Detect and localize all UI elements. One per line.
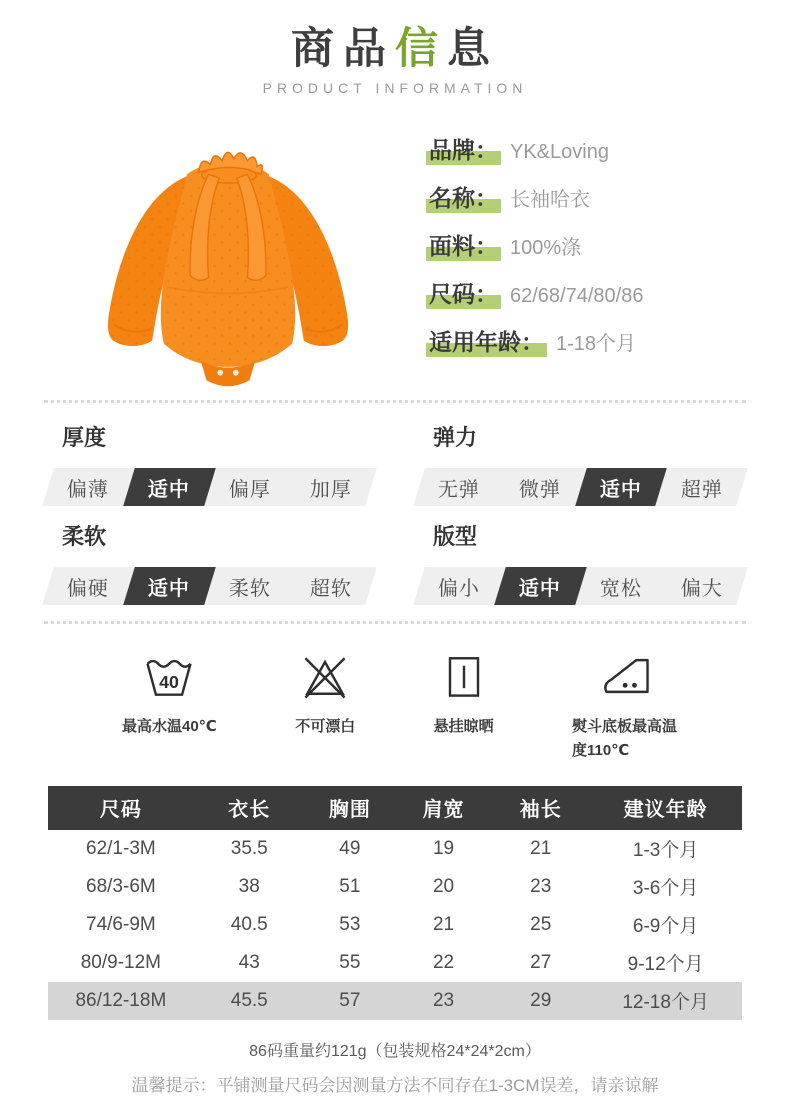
hang-dry-icon <box>435 646 493 704</box>
size-table-row-highlighted <box>48 982 742 1020</box>
size-table-row <box>48 868 742 906</box>
attribute-option <box>204 468 296 506</box>
attribute-title: 柔软 <box>62 524 107 550</box>
wash-max-40-icon <box>140 646 198 704</box>
size-table-cell: 62/1-3M <box>86 837 156 859</box>
size-table-body <box>48 830 742 1020</box>
detail-label: 名称： <box>426 180 501 213</box>
size-table-row <box>48 944 742 982</box>
size-table-cell: 1-3个月 <box>632 840 699 862</box>
product-details <box>398 114 752 384</box>
size-table-cell: 22 <box>432 951 455 973</box>
page-title-text: 息 <box>447 25 499 73</box>
size-table-cell: 21 <box>432 913 455 935</box>
attribute-block <box>419 407 742 506</box>
care-item <box>572 646 682 762</box>
size-table-row <box>48 906 742 944</box>
care-label: 不可漂白 <box>295 718 356 736</box>
attribute-title: 厚度 <box>62 425 107 451</box>
attribute-option <box>413 567 505 605</box>
size-table-cell: 53 <box>339 913 361 935</box>
attribute-scale-bar <box>42 468 377 506</box>
size-table-cell: 29 <box>530 989 552 1011</box>
page-title-text: 信 <box>395 25 447 73</box>
attribute-option-label: 偏小 <box>438 577 481 600</box>
attribute-option <box>42 468 134 506</box>
size-table-cell: 40.5 <box>230 913 268 935</box>
attribute-option-label: 微弹 <box>519 478 562 501</box>
svg-text:40: 40 <box>159 672 180 693</box>
attribute-option-label: 适中 <box>519 577 562 600</box>
attribute-option <box>413 468 505 506</box>
attribute-option-label: 适中 <box>148 577 191 600</box>
tip-note: 温馨提示：平铺测量尺码会因测量方法不同存在1-3CM误差，请亲谅解 <box>131 1075 659 1095</box>
size-table-cell: 80/9-12M <box>80 951 161 973</box>
page-footer <box>0 1038 790 1096</box>
size-table-cell: 25 <box>530 913 552 935</box>
attribute-option-selected <box>123 468 215 506</box>
care-label: 熨斗底板最高温度110℃ <box>571 718 677 759</box>
attribute-option <box>42 567 134 605</box>
detail-label: 尺码： <box>426 276 501 309</box>
product-section <box>0 96 790 384</box>
size-table-cell: 55 <box>339 951 361 973</box>
size-table-row <box>48 830 742 868</box>
size-table-cell: 74/6-9M <box>86 913 156 935</box>
detail-value: YK&Loving <box>510 141 609 164</box>
attribute-option <box>204 567 296 605</box>
iron-max-110-icon <box>598 646 656 704</box>
attribute-option-selected <box>494 567 586 605</box>
detail-label: 适用年龄： <box>426 324 547 357</box>
size-table-cell: 35.5 <box>230 837 268 859</box>
detail-row <box>426 180 752 213</box>
attribute-option-label: 偏硬 <box>67 577 110 600</box>
detail-label: 品牌： <box>426 132 501 165</box>
attribute-option-label: 偏厚 <box>228 478 271 501</box>
size-table-cell: 57 <box>339 989 361 1011</box>
size-table-header-cell: 衣长 <box>194 786 305 830</box>
attribute-scale-bar <box>413 468 748 506</box>
detail-row <box>426 132 752 165</box>
attribute-option <box>655 468 747 506</box>
no-bleach-icon <box>296 646 354 704</box>
size-table-cell: 45.5 <box>230 989 268 1011</box>
attribute-title: 版型 <box>433 524 478 550</box>
size-table-cell: 9-12个月 <box>627 954 704 976</box>
size-table-cell: 38 <box>238 875 260 897</box>
size-table-cell: 68/3-6M <box>86 875 156 897</box>
detail-label: 面料： <box>426 228 501 261</box>
weight-note: 86码重量约121g（包装规格24*24*2cm） <box>249 1042 541 1060</box>
care-item <box>122 646 217 762</box>
attribute-option-label: 偏薄 <box>67 478 110 501</box>
attribute-grid <box>0 403 790 605</box>
attribute-option <box>284 468 376 506</box>
size-table <box>48 786 742 1020</box>
size-table-cell: 21 <box>530 837 552 859</box>
detail-value: 长袖哈衣 <box>510 189 590 212</box>
attribute-option-label: 宽松 <box>599 577 642 600</box>
size-table-cell: 27 <box>530 951 552 973</box>
size-table-cell: 19 <box>432 837 455 859</box>
detail-row <box>426 324 752 357</box>
attribute-option-label: 超弹 <box>680 478 723 501</box>
attribute-scale-bar <box>42 567 377 605</box>
care-label: 最高水温40℃ <box>122 718 217 736</box>
romper-image <box>58 114 398 396</box>
size-table-header-cell: 袖长 <box>492 786 589 830</box>
size-table-header-cell: 胸围 <box>305 786 395 830</box>
size-table-cell: 51 <box>339 875 361 897</box>
attribute-option-label: 超软 <box>309 577 352 600</box>
attribute-option-selected <box>123 567 215 605</box>
detail-row <box>426 276 752 309</box>
attribute-scale-bar <box>413 567 748 605</box>
size-table-cell: 23 <box>432 989 455 1011</box>
size-table-cell: 3-6个月 <box>632 878 699 900</box>
size-table-header-cell: 尺码 <box>48 786 194 830</box>
size-table-cell: 43 <box>238 951 260 973</box>
size-table-head <box>48 786 742 830</box>
attribute-option <box>284 567 376 605</box>
care-item <box>434 646 494 762</box>
page-subtitle: PRODUCT INFORMATION <box>262 80 528 97</box>
page-title <box>0 26 790 73</box>
product-photo <box>58 114 398 396</box>
care-label: 悬挂晾晒 <box>433 718 494 736</box>
attribute-block <box>48 506 371 605</box>
size-table-cell: 86/12-18M <box>75 989 167 1011</box>
detail-value: 1-18个月 <box>556 333 637 356</box>
detail-row <box>426 228 752 261</box>
size-table-cell: 20 <box>432 875 455 897</box>
attribute-block <box>48 407 371 506</box>
attribute-option <box>655 567 747 605</box>
size-table-header-cell: 肩宽 <box>395 786 492 830</box>
attribute-option-label: 适中 <box>148 478 191 501</box>
size-table-section <box>48 786 742 1020</box>
attribute-option-label: 无弹 <box>438 478 481 501</box>
attribute-option <box>494 468 586 506</box>
care-item <box>295 646 355 762</box>
attribute-option-label: 柔软 <box>228 577 271 600</box>
attribute-title: 弹力 <box>433 425 478 451</box>
size-table-cell: 6-9个月 <box>632 916 699 938</box>
attribute-block <box>419 506 742 605</box>
page-title-text: 商品 <box>291 25 395 73</box>
attribute-option-label: 偏大 <box>680 577 723 600</box>
detail-value: 100%涤 <box>510 237 582 260</box>
attribute-option-label: 加厚 <box>309 478 352 501</box>
size-table-cell: 23 <box>530 875 552 897</box>
size-table-cell: 12-18个月 <box>622 992 709 1014</box>
attribute-option-selected <box>575 468 667 506</box>
page-header <box>0 0 790 96</box>
size-table-header-cell: 建议年龄 <box>589 786 742 830</box>
detail-value: 62/68/74/80/86 <box>510 285 644 308</box>
attribute-option-label: 适中 <box>599 478 642 501</box>
size-table-cell: 49 <box>339 837 361 859</box>
care-instructions <box>0 624 790 762</box>
attribute-option <box>575 567 667 605</box>
